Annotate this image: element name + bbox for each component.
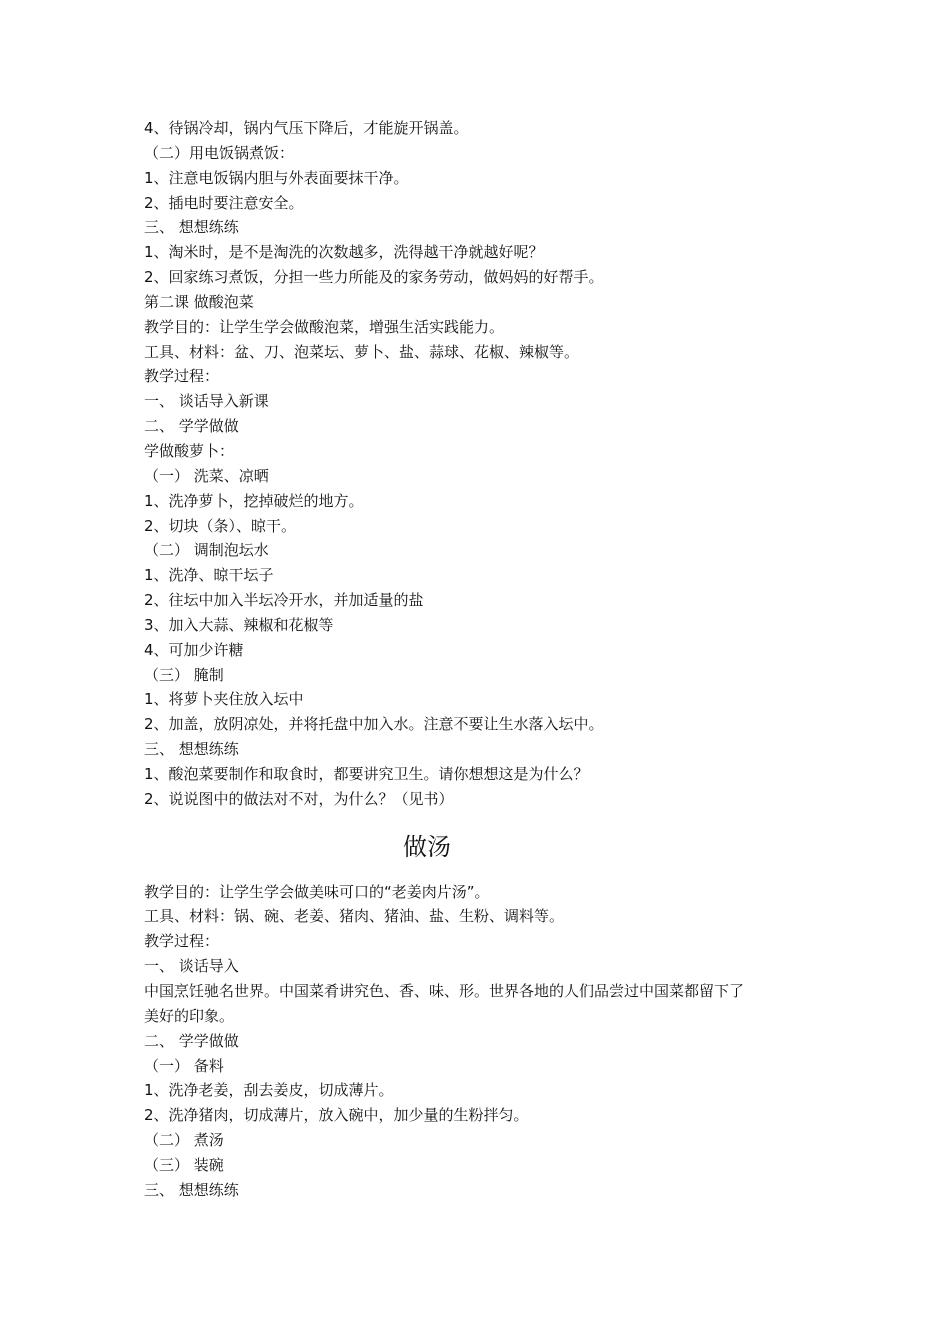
- text-line: 教学目的：让学生学会做酸泡菜，增强生活实践能力。: [144, 317, 505, 336]
- text-line: 三、 想想练练: [144, 1180, 239, 1199]
- text-line: 1、将萝卜夹住放入坛中: [144, 690, 304, 709]
- text-line: 2、切块（条）、晾干。: [144, 516, 297, 535]
- text-line: 4、待锅冷却，锅内气压下降后，才能旋开锅盖。: [144, 119, 469, 137]
- section-heading: 做汤: [403, 832, 451, 861]
- text-line: 二、 学学做做: [144, 417, 239, 436]
- text-line: 2、加盖，放阴凉处，并将托盘中加入水。注意不要让生水落入坛中。: [144, 715, 604, 734]
- section-cooking-rice-and-pickles: [144, 116, 824, 812]
- text-line: 1、注意电饭锅内胆与外表面要抹干净。: [144, 168, 409, 187]
- text-line: 1、酸泡菜要制作和取食时，都要讲究卫生。请你想想这是为什么？: [144, 764, 589, 783]
- text-line: 2、往坛中加入半坛冷开水，并加适量的盐: [144, 591, 424, 610]
- text-line: 三、 想想练练: [144, 218, 239, 237]
- document-body: [144, 116, 824, 1203]
- text-line: 一、 谈话导入新课: [144, 392, 269, 411]
- text-line: 2、回家练习煮饭，分担一些力所能及的家务劳动，做妈妈的好帮手。: [144, 268, 604, 287]
- text-line: （二） 煮汤: [144, 1131, 224, 1150]
- text-line: 2、插电时要注意安全。: [144, 193, 304, 212]
- text-line: 学做酸萝卜：: [144, 441, 235, 460]
- text-line: 工具、材料：锅、碗、老姜、猪肉、猪油、盐、生粉、调料等。: [144, 907, 565, 926]
- text-line: 3、加入大蒜、辣椒和花椒等: [144, 615, 334, 634]
- text-line: 工具、材料：盆、刀、泡菜坛、萝卜、盐、蒜球、花椒、辣椒等。: [144, 342, 580, 361]
- text-line: 2、说说图中的做法对不对，为什么？（见书）: [144, 789, 454, 808]
- text-line: （一） 备料: [144, 1056, 224, 1075]
- text-line: 1、淘米时，是不是淘洗的次数越多，洗得越干净就越好呢？: [144, 243, 544, 262]
- text-line: 教学目的：让学生学会做美味可口的“老姜肉片汤”。: [144, 882, 490, 901]
- lesson-title: 第二课 做酸泡菜: [144, 292, 254, 311]
- text-line: 2、洗净猪肉，切成薄片，放入碗中，加少量的生粉拌匀。: [144, 1106, 529, 1125]
- text-line: 4、可加少许糖: [144, 640, 244, 659]
- text-line: 中国烹饪驰名世界。中国菜肴讲究色、香、味、形。世界各地的人们品尝过中国菜都留下了: [144, 982, 745, 1000]
- text-line: （二）用电饭锅煮饭：: [144, 143, 295, 162]
- text-line: （二） 调制泡坛水: [144, 541, 269, 560]
- text-line: 三、 想想练练: [144, 740, 239, 759]
- text-line: 教学过程：: [144, 367, 220, 386]
- section-making-soup: [144, 880, 824, 1203]
- text-line: 1、洗净萝卜，挖掉破烂的地方。: [144, 491, 364, 510]
- text-line: （一） 洗菜、凉晒: [144, 466, 269, 485]
- text-line: 二、 学学做做: [144, 1031, 239, 1050]
- text-line: （三） 装碗: [144, 1155, 224, 1174]
- text-line: 教学过程：: [144, 932, 220, 951]
- text-line: 1、洗净、晾干坛子: [144, 566, 274, 585]
- text-line: 1、洗净老姜，刮去姜皮，切成薄片。: [144, 1081, 394, 1100]
- text-line: （三） 腌制: [144, 665, 224, 684]
- text-line: 美好的印象。: [144, 1006, 235, 1025]
- text-line: 一、 谈话导入: [144, 957, 239, 976]
